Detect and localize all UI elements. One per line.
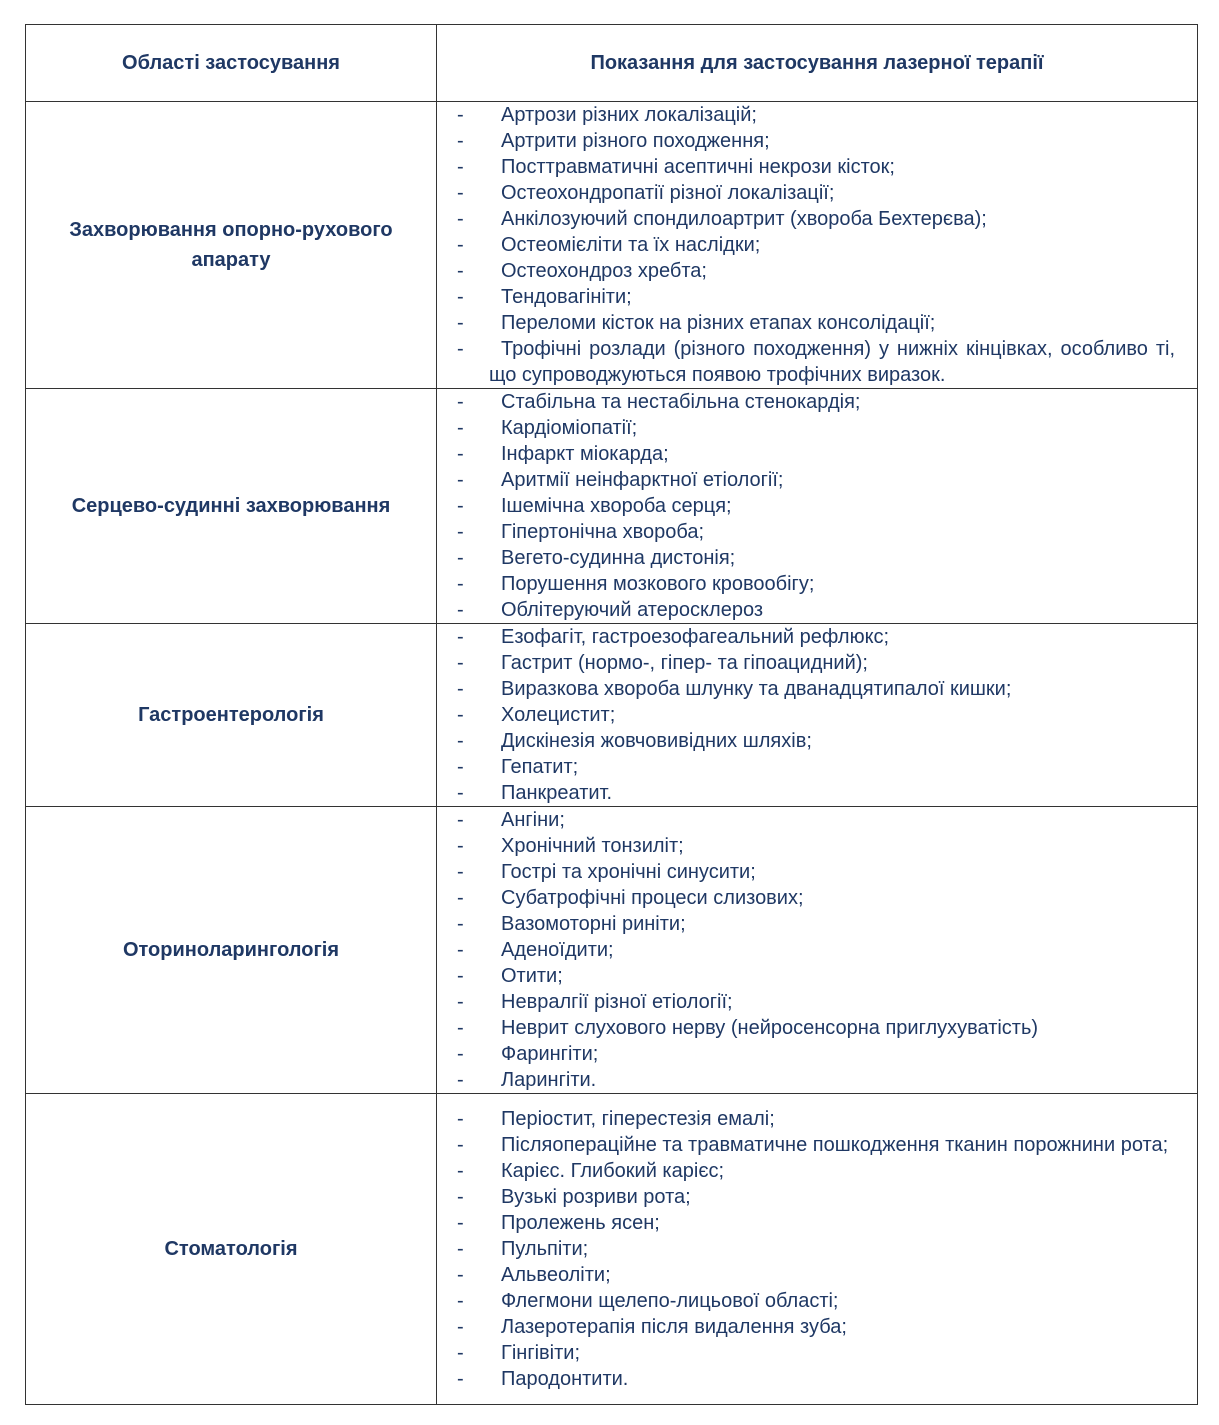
indication-text: Переломи кісток на різних етапах консолідації; [501,312,936,334]
indications-list [437,102,1197,388]
list-item [457,1184,1175,1210]
list-item [457,597,1175,623]
bullet-dash: - [457,1316,464,1338]
list-item [457,389,1175,415]
bullet-dash: - [457,1134,464,1156]
bullet-dash: - [457,730,464,752]
bullet-dash: - [457,835,464,857]
indication-text: Дискінезія жовчовивідних шляхів; [501,730,812,752]
list-item [457,154,1175,180]
area-cell: Захворювання опорно-рухового апарату [26,102,437,389]
indication-text: Неврит слухового нерву (нейросенсорна приглухуватість) [501,1017,1039,1039]
bullet-dash: - [457,652,464,674]
area-cell: Стоматологія [26,1094,437,1405]
list-item [457,467,1175,493]
bullet-dash: - [457,965,464,987]
indication-text: Стабільна та нестабільна стенокардія; [501,391,861,413]
list-item [457,545,1175,571]
bullet-dash: - [457,286,464,308]
bullet-dash: - [457,861,464,883]
list-item [457,1015,1175,1041]
bullet-dash: - [457,599,464,621]
indication-text: Пролежень ясен; [501,1212,660,1234]
indication-text: Гастрит (нормо-, гіпер- та гіпоацидний); [501,652,868,674]
bullet-dash: - [457,809,464,831]
list-item [457,1041,1175,1067]
bullet-dash: - [457,547,464,569]
indication-text: Ішемічна хвороба серця; [501,495,732,517]
indication-text: Вазомоторні риніти; [501,913,686,935]
indication-text: Гінгівіти; [501,1342,581,1364]
list-item [457,571,1175,597]
bullet-dash: - [457,443,464,465]
list-item [457,728,1175,754]
list-item [457,441,1175,467]
indication-text: Пародонтити. [501,1368,629,1390]
bullet-dash: - [457,234,464,256]
indication-text: Періостит, гіперестезія емалі; [501,1108,775,1130]
table-row [26,102,1198,389]
list-item [457,493,1175,519]
list-item [457,859,1175,885]
list-item [457,1314,1175,1340]
bullet-dash: - [457,1160,464,1182]
table-row [26,1094,1198,1405]
indication-text: Посттравматичні асептичні некрози кісток; [501,156,895,178]
indication-text: Холецистит; [501,704,616,726]
bullet-dash: - [457,391,464,413]
bullet-dash: - [457,1069,464,1091]
list-item [457,650,1175,676]
indication-text: Хронічний тонзиліт; [501,835,684,857]
bullet-dash: - [457,678,464,700]
bullet-dash: - [457,704,464,726]
indications-cell [437,102,1198,389]
bullet-dash: - [457,1238,464,1260]
indication-text: Остеохондропатії різної локалізації; [501,182,835,204]
bullet-dash: - [457,104,464,126]
bullet-dash: - [457,1043,464,1065]
bullet-dash: - [457,1186,464,1208]
bullet-dash: - [457,130,464,152]
indication-text: Облітеруючий атеросклероз [501,599,764,621]
bullet-dash: - [457,573,464,595]
indications-cell [437,389,1198,624]
indications-table [25,24,1198,1405]
bullet-dash: - [457,469,464,491]
bullet-dash: - [457,1342,464,1364]
indication-text: Альвеоліти; [501,1264,611,1286]
indication-text: Артрити різного походження; [501,130,770,152]
header-areas: Області застосування [26,25,437,102]
area-cell: Оториноларингологія [26,807,437,1094]
bullet-dash: - [457,913,464,935]
list-item [457,519,1175,545]
indication-text: Інфаркт міокарда; [501,443,669,465]
indication-text: Порушення мозкового кровообігу; [501,573,815,595]
list-item [457,1106,1175,1132]
bullet-dash: - [457,338,464,360]
header-indications: Показання для застосування лазерної терапії [437,25,1198,102]
list-item [457,754,1175,780]
bullet-dash: - [457,1017,464,1039]
list-item [457,1236,1175,1262]
indication-text: Артрози різних локалізацій; [501,104,757,126]
indications-cell [437,807,1198,1094]
list-item [457,937,1175,963]
list-item [457,989,1175,1015]
indications-list [437,624,1197,806]
indications-cell [437,624,1198,807]
list-item [457,1158,1175,1184]
list-item [457,310,1175,336]
indication-text: Трофічні розлади (різного походження) у нижніх кінцівках, особливо ті, що супроводжуються появою трофічних виразок. [489,338,1175,386]
list-item [457,102,1175,128]
area-cell: Серцево-судинні захворювання [26,389,437,624]
bullet-dash: - [457,208,464,230]
list-item [457,180,1175,206]
indications-cell [437,1094,1198,1405]
list-item [457,336,1175,388]
indications-list [437,1106,1197,1392]
list-item [457,1366,1175,1392]
list-item [457,963,1175,989]
bullet-dash: - [457,991,464,1013]
bullet-dash: - [457,1264,464,1286]
indication-text: Субатрофічні процеси слизових; [501,887,804,909]
indication-text: Панкреатит. [501,782,613,804]
list-item [457,1210,1175,1236]
indication-text: Аденоїдити; [501,939,614,961]
list-item [457,1340,1175,1366]
list-item [457,833,1175,859]
indication-text: Післяопераційне та травматичне пошкодження тканин порожнини рота; [501,1134,1169,1156]
indication-text: Гострі та хронічні синусити; [501,861,756,883]
table-row [26,624,1198,807]
list-item [457,232,1175,258]
list-item [457,702,1175,728]
indication-text: Отити; [501,965,563,987]
list-item [457,284,1175,310]
bullet-dash: - [457,156,464,178]
bullet-dash: - [457,626,464,648]
indications-list [437,807,1197,1093]
bullet-dash: - [457,1290,464,1312]
list-item [457,1132,1175,1158]
list-item [457,128,1175,154]
list-item [457,1067,1175,1093]
bullet-dash: - [457,417,464,439]
bullet-dash: - [457,521,464,543]
indication-text: Езофагіт, гастроезофагеальний рефлюкс; [501,626,890,648]
indication-text: Гепатит; [501,756,579,778]
indications-list [437,389,1197,623]
table-row [26,389,1198,624]
bullet-dash: - [457,756,464,778]
indication-text: Тендовагініти; [501,286,632,308]
indication-text: Лазеротерапія після видалення зуба; [501,1316,847,1338]
list-item [457,911,1175,937]
list-item [457,807,1175,833]
bullet-dash: - [457,887,464,909]
table-row [26,807,1198,1094]
indication-text: Флегмони щелепо-лицьової області; [501,1290,839,1312]
bullet-dash: - [457,782,464,804]
indication-text: Вузькі розриви рота; [501,1186,691,1208]
area-cell: Гастроентерологія [26,624,437,807]
bullet-dash: - [457,260,464,282]
indication-text: Пульпіти; [501,1238,589,1260]
bullet-dash: - [457,182,464,204]
bullet-dash: - [457,939,464,961]
list-item [457,415,1175,441]
list-item [457,1288,1175,1314]
indication-text: Невралгії різної етіології; [501,991,733,1013]
indication-text: Фарингіти; [501,1043,599,1065]
bullet-dash: - [457,495,464,517]
list-item [457,780,1175,806]
indication-text: Ангіни; [501,809,565,831]
bullet-dash: - [457,1108,464,1130]
indication-text: Вегето-судинна дистонія; [501,547,736,569]
indication-text: Гіпертонічна хвороба; [501,521,705,543]
indication-text: Анкілозуючий спондилоартрит (хвороба Бехтерєва); [501,208,987,230]
list-item [457,676,1175,702]
indication-text: Кардіоміопатії; [501,417,638,439]
list-item [457,1262,1175,1288]
bullet-dash: - [457,312,464,334]
indication-text: Виразкова хвороба шлунку та дванадцятипалої кишки; [501,678,1012,700]
indication-text: Ларингіти. [501,1069,597,1091]
table-header-row [26,25,1198,102]
indication-text: Карієс. Глибокий карієс; [501,1160,725,1182]
list-item [457,885,1175,911]
list-item [457,258,1175,284]
indication-text: Остеохондроз хребта; [501,260,707,282]
bullet-dash: - [457,1368,464,1390]
indication-text: Аритмії неінфарктної етіології; [501,469,784,491]
list-item [457,624,1175,650]
list-item [457,206,1175,232]
bullet-dash: - [457,1212,464,1234]
indication-text: Остеомієліти та їх наслідки; [501,234,761,256]
